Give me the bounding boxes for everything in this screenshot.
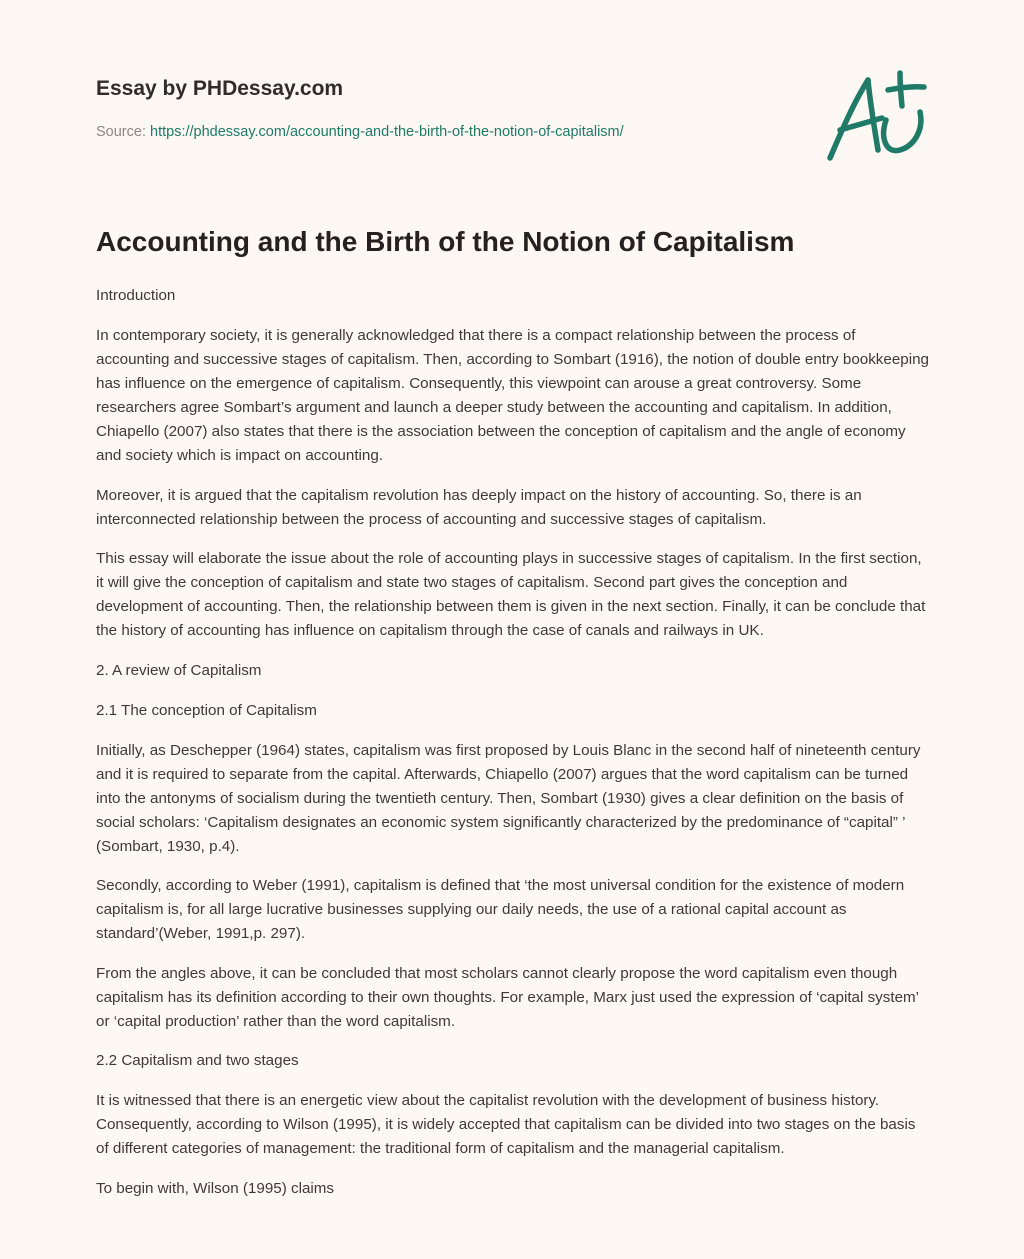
source-label: Source: xyxy=(96,124,146,140)
paragraph: Initially, as Deschepper (1964) states, capitalism was first proposed by Louis Blanc in the second half of nineteenth century and it is required to separate from the capital. Afterwards, Chiapello (2007) argues that the word capitalism can be turned into the antonyms of socialism during the twentieth century. Then, Sombart (1930) gives a clear definition on the basis of social scholars: ‘Capitalism designates an economic system significantly characterized by the predominance of “capital” ’ (Sombart, 1930, p.4). xyxy=(96,741,921,855)
section-heading: 2. A review of Capitalism xyxy=(96,661,262,679)
source-link[interactable]: https://phdessay.com/accounting-and-the-birth-of-the-notion-of-capitalism/ xyxy=(150,124,624,140)
essay-title: Accounting and the Birth of the Notion of Capitalism xyxy=(96,226,795,257)
paragraph: It is witnessed that there is an energetic view about the capitalist revolution with the development of business history. Consequently, according to Wilson (1995), it is widely accepted that capitalism can be divided into two stages on the basis of different categories of management: the traditional form of capitalism and the managerial capitalism. xyxy=(96,1092,916,1157)
site-title: Essay by PHDessay.com xyxy=(96,77,344,100)
paragraph: This essay will elaborate the issue about the role of accounting plays in successive stages of capitalism. In the first section, it will give the conception of capitalism and state two stages of capitalism. Second part gives the conception and development of accounting. Then, the relationship between them is given in the next section. Finally, it can be conclude that the history of accounting has influence on capitalism through the case of canals and railways in UK. xyxy=(96,550,926,639)
paragraph: Moreover, it is argued that the capitalism revolution has deeply impact on the history of accounting. So, there is an interconnected relationship between the process of accounting and successive stages of capitalism. xyxy=(96,486,862,528)
subsection-heading: 2.2 Capitalism and two stages xyxy=(96,1052,299,1069)
source-line xyxy=(96,124,624,140)
a-plus-logo xyxy=(820,68,930,166)
essay-body xyxy=(96,284,930,1216)
paragraph: To begin with, Wilson (1995) claims xyxy=(96,1179,335,1197)
subsection-heading: 2.1 The conception of Capitalism xyxy=(96,701,317,719)
paragraph: In contemporary society, it is generally acknowledged that there is a compact relationship between the process of accounting and successive stages of capitalism. Then, according to Sombart (1916), the notion of double entry bookkeeping has influence on the emergence of capitalism. Consequently, this viewpoint can arouse a great controversy. Some researchers agree Sombart’s argument and launch a deeper study between the accounting and capitalism. In addition, Chiapello (2007) also states that there is the association between the conception of capitalism and the angle of economy and society which is impact on accounting. xyxy=(96,327,930,464)
paragraph: Secondly, according to Weber (1991), capitalism is defined that ‘the most universal condition for the existence of modern capitalism is, for all large lucrative businesses supplying our daily needs, the use of a rational capital account as standard’(Weber, 1991,p. 297). xyxy=(96,877,905,942)
paragraph: From the angles above, it can be concluded that most scholars cannot clearly propose the word capitalism even though capitalism has its definition according to their own thoughts. For example, Marx just used the expression of ‘capital system’ or ‘capital production’ rather than the word capitalism. xyxy=(96,964,919,1030)
section-heading: Introduction xyxy=(96,287,176,304)
